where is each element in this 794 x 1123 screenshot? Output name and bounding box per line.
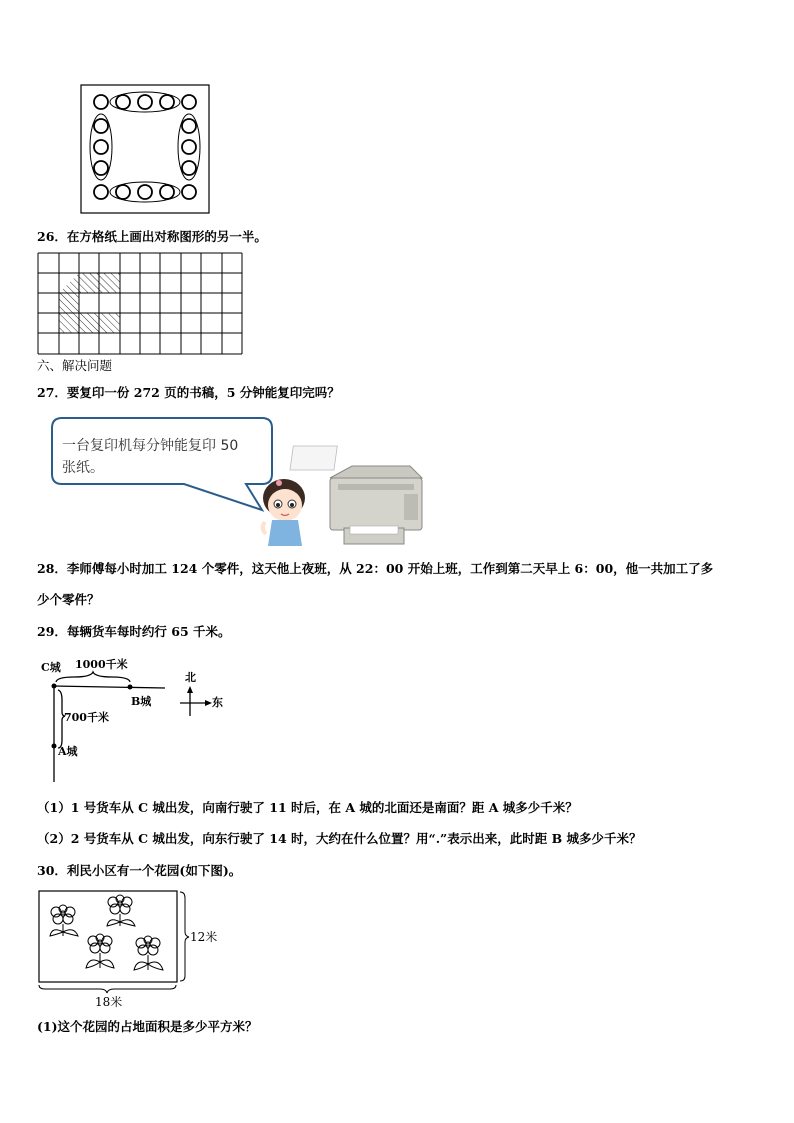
- question-number: 29．: [37, 624, 67, 639]
- question-text: 在方格纸上画出对称图形的另一半。: [66, 229, 267, 244]
- garden-height-label: 12米: [190, 930, 218, 944]
- question-29-sub-2: （2）2 号货车从 C 城出发，向东行驶了 14 时，大约在什么位置？用“.”表示出来，此时距 B 城多少千米？: [37, 831, 642, 846]
- cb-distance-label: 1000千米: [75, 658, 128, 671]
- question-30-sub-1: (1)这个花园的占地面积是多少平方米？: [37, 1019, 258, 1034]
- bubble-line-2: 张纸。: [62, 460, 104, 476]
- bubble-line-1: 一台复印机每分钟能复印 50: [62, 438, 239, 454]
- a-city-label: A城: [58, 745, 78, 758]
- section-title: 六、解决问题: [37, 358, 113, 373]
- question-text-line-1: 李师傅每小时加工 124 个零件，这天他上夜班，从 22：00 开始上班，工作到第二天早上 6：00，他一共加工了多: [66, 561, 714, 576]
- compass-north-label: 北: [185, 671, 196, 684]
- garden-width-label: 18米: [95, 995, 123, 1009]
- question-text: 利民小区有一个花园(如下图)。: [66, 863, 242, 878]
- question-number: 30．: [37, 863, 67, 878]
- b-city-label: B城: [131, 695, 152, 708]
- question-number: 26．: [37, 229, 67, 244]
- c-city-label: C城: [41, 661, 61, 674]
- question-text: 每辆货车每时约行 65 千米。: [66, 624, 231, 639]
- question-text: 要复印一份 272 页的书稿，5 分钟能复印完吗？: [66, 385, 340, 400]
- question-number: 28．: [37, 561, 67, 576]
- ca-distance-label: 700千米: [64, 711, 109, 724]
- compass-east-label: 东: [212, 696, 223, 709]
- question-number: 27．: [37, 385, 67, 400]
- question-28-line-2: 少个零件？: [37, 592, 100, 607]
- question-29-sub-1: （1）1 号货车从 C 城出发，向南行驶了 11 时后，在 A 城的北面还是南面？距 A 城多少千米？: [37, 800, 578, 815]
